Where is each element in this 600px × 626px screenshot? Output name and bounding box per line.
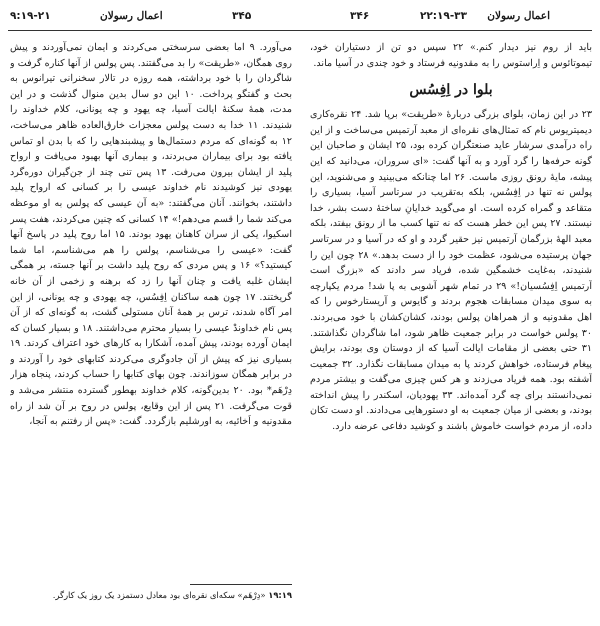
header-right-ref: ۲۲:۱۹-۳۳ bbox=[419, 10, 467, 22]
left-column-body: می‌آورد. ۹ اما بعضی سرسختی می‌کردند و ایمان نمی‌آوردند و پیش روی همگان، «طریقت» را بد می‌گفتند. پس پولس از آنها کناره گرفت و شاگردان را با خود برداشته، همه روزه در تالار سخنرانی تیرانوس به بحث و گفتگو پرداخت. ۱۰ این دو سال بدین منوال گذشت و در این مدت، همۀ سکنۀ ایالت آسیا، چه یهود و چه یونانی، کلام خداوند را شنیدند. ۱۱ خدا به دست پولس معجزات خارق‌العاده ظاهر می‌ساخت، ۱۲ به گونه‌ای که مردم دستمال‌ها و پیشبندهایی را که با بدن او تماس یافته بود برای بیماران می‌بردند، و بیماری آنها بهبود می‌یافت و ارواح پلید از ایشان بیرون می‌رفت. ۱۳ پس تنی چند از جن‌گیران دوره‌گرد یهودی نیز کوشیدند نام خداوند عیسی را بر کسانی که ارواح پلید داشتند، بخوانند. آنان می‌گفتند: «به آن عیسی که پولس به او موعظه می‌کند شما را قسم می‌دهم!» ۱۴ کسانی که چنین می‌کردند، هفت پسر اسکیوا، یکی از سران کاهنان یهود بودند. ۱۵ اما روح پلید در پاسخ آنها گفت: «عیسی را می‌شناسم، پولس را هم می‌شناسم، اما شما کیستید؟» ۱۶ و پس مردی که روح پلید داشت بر آنها جسته، بر همگی ایشان غلبه یافت و چنان آنها را زد که برهنه و زخمی از آن خانه گریختند. ۱۷ چون همه ساکنان اِفِسُس، چه یهودی و چه یونانی، از این امر آگاه شدند، ترس بر همۀ آنان مستولی گشت، به گونه‌ای که از آن پس نام خداوندْ عیسی را بسیار محترم می‌داشتند. ۱۸ و بسیار کسان که ایمان آورده بودند، پیش آمده، آشکارا به کارهای خود اعتراف کردند. ۱۹ بسیاری نیز که پیش از آن جادوگری می‌کردند کتابهای خود را آوردند و در برابر همگان سوزاندند. چون بهای کتابها را حساب کردند، پنجاه هزار دِرْهَم* بود. ۲۰ بدین‌گونه، کلام خداوند بهطور گسترده‌ منتشر می‌شد و قوت می‌گرفت. ۲۱ پس از این وقایع، پولس در روح بر آن شد از راه مقدونیه و اَخائیه، به اورشلیم بازگردد. گفت: «پس از رفتنم به آنجا، bbox=[10, 42, 292, 428]
footnote-ref: ۱۹:۱۹ bbox=[268, 590, 292, 600]
header-right-page-number: ۳۴۶ bbox=[350, 10, 370, 22]
footnote-text: «دِرْهَم» سکه‌ای نقره‌ای بود معادل دستمزد یک روز یک کارگر. bbox=[52, 590, 266, 600]
section-heading: بلوا در اِفِسُس bbox=[409, 82, 493, 99]
header-rule bbox=[8, 30, 592, 31]
footnote bbox=[10, 589, 292, 602]
footnote-rule bbox=[190, 584, 292, 585]
running-header bbox=[0, 10, 600, 30]
right-column-body: ۲۳ در این زمان، بلوای بزرگی دربارۀ «طریقت» برپا شد. ۲۴ نقره‌کاری دیمیتریوس نام که تمثال‌های نقره‌ای از معبد آرتمیس می‌ساخت و از این راه درآمدی سرشار عاید صنعتگران کرده بود، ۲۵ ایشان و صاحبان این گونه حرفه‌ها را گرد آورد و به آنها گفت: «ای سروران، می‌دانید که این پیشه، مایۀ رونق روزی ماست. ۲۶ اما چنانکه می‌بینید و می‌شنوید، این پولس نه تنها در اِفِسُس، بلکه به‌تقریب در سرتاسر آسیا، بسیاری را متقاعد و گمراه کرده است. او می‌گوید خدایانِ ساختۀ دست بشر، خدا نیستند. ۲۷ پس این خطر هست که نه تنها کسب ما از رونق بیفتد، بلکه معبد الهۀ بزرگمان آرتمیس نیز حقیر گردد و او که در آسیا و در سرتاسر جهان پرستیده می‌شود، عظمت خود را از دست بدهد.» ۲۸ چون این را شنیدند، به‌غایت خشمگین شده، فریاد سر دادند که «بزرگ است آرتمیس اِفِسُسیان!» ۲۹ در تمام شهر آشوبی به پا شد! مردم یکپارچه به سوی میدان مسابقات هجوم بردند و گایوس و آریستارخوس را که اهل مقدونیه و از همراهان پولس بودند، کشان‌کشان با خود می‌بردند. ۳۰ پولس خواست در برابر جمعیت ظاهر شود، اما شاگردان نگذاشتند. ۳۱ حتی بعضی از مقامات ایالت آسیا که از دوستان وی بودند، برایش پیغام فرستاده، خواهش کردند پا به میدان مسابقات نگذارد. ۳۲ جمعیت آشفته بود. همه فریاد می‌زدند و هر کس چیزی می‌گفت و بیشتر مردم نمی‌دانستند برای چه گرد آمده‌اند. ۳۳ یهودیان، اسکندر را پیش انداخته بودند، و بعضی از میان جمعیت به او دستورهایی می‌دادند. او دست تکان داده، از مردم خواست خاموش باشند و کوشید دفاعی عرضه دارد. bbox=[310, 109, 592, 433]
header-right-title: اعمال رسولان bbox=[487, 10, 550, 22]
left-column bbox=[10, 40, 292, 580]
header-left-page-number: ۳۴۵ bbox=[232, 10, 252, 22]
right-column bbox=[310, 40, 592, 596]
right-column-intro: باید از روم نیز دیدار کنم.» ۲۲ سپس دو تن از دستیاران خود، تیموتائوس و اِراستوس را به مقدونیه فرستاد و خود چندی در آسیا ماند. bbox=[310, 42, 592, 69]
header-left-title: اعمال رسولان bbox=[100, 10, 163, 22]
header-left-ref: ۹:۱۹-۲۱ bbox=[10, 10, 51, 22]
